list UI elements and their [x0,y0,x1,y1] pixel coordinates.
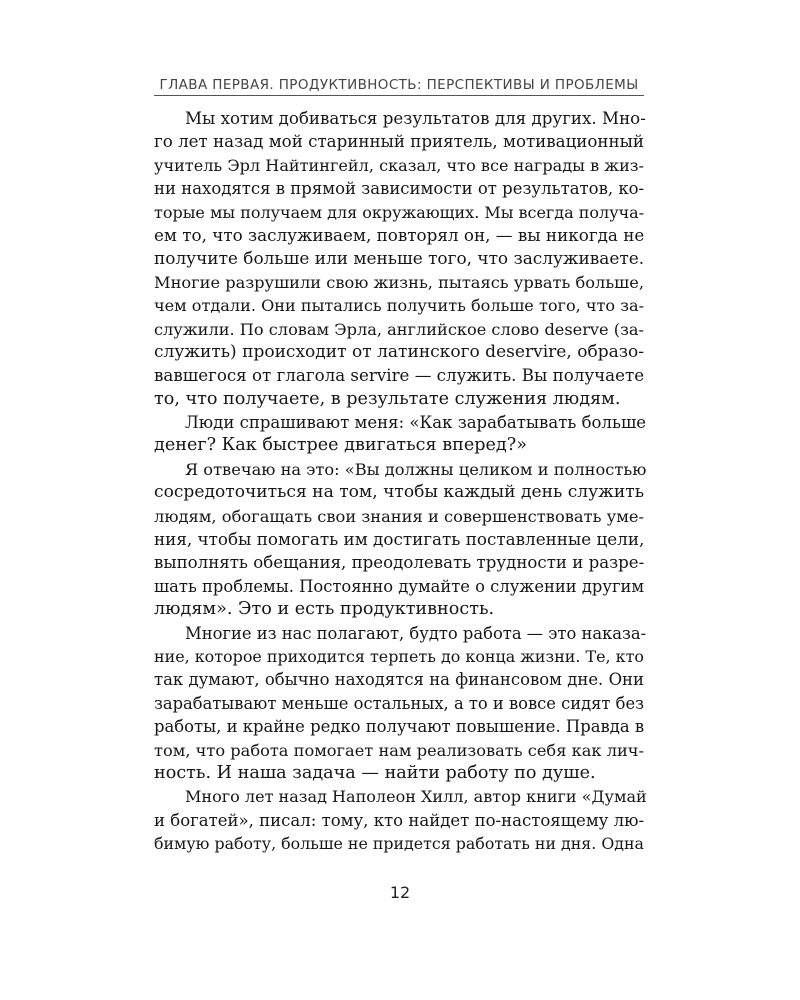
text-line: зарабатывают меньше остальных, а то и вовсе сидят без [154,693,644,713]
text-line: ни находятся в прямой зависимости от результатов, ко- [154,179,645,199]
text-line: Многие из нас полагают, будто работа — это наказа- [185,623,647,643]
text-line: бимую работу, больше не придется работать ни дня. Одна [154,834,644,854]
text-line: торые мы получаем для окружающих. Мы всегда получа- [154,202,645,222]
text-line: так думают, обычно находятся на финансовом дне. Они [154,670,644,690]
text-line: получите больше или меньше того, что заслуживаете. [154,248,645,269]
body-text [154,107,647,856]
text-line: шать проблемы. Постоянно думайте о служении другим [154,576,645,596]
text-line: ность. И наша задача — найти работу по душе. [154,762,596,783]
text-line: служили. По словам Эрла, английское слово deserve (за- [154,319,644,339]
text-line: том, что работа помогает нам реализовать себя как лич- [154,740,644,760]
running-header: ГЛАВА ПЕРВАЯ. ПРОДУКТИВНОСТЬ: ПЕРСПЕКТИВЫ И ПРОБЛЕМЫ [159,77,639,93]
text-line: служить) происходит от латинского deservire, образо- [154,341,644,362]
text-line: чем отдали. Они пытались получить больше того, что за- [154,296,645,316]
text-line: Много лет назад Наполеон Хилл, автор книги «Думай [185,787,647,807]
text-line: людям». Это и есть продуктивность. [154,599,495,620]
text-line: Люди спрашивают меня: «Как зарабатывать больше [185,413,647,433]
text-line: го лет назад мой старинный приятель, мотивационный [154,132,644,152]
text-line: ние, которое приходится терпеть до конца жизни. Те, кто [154,646,644,666]
text-line: Я отвечаю на это: «Вы должны целиком и полностью [185,459,647,479]
text-line: ния, чтобы помогать им достигать поставленные цели, [154,529,645,550]
text-line: людям, обогащать свои знания и совершенствовать уме- [154,506,644,526]
text-line: вавшегося от глагола servire — служить. Вы получаете [154,366,645,386]
header-rule [154,95,644,96]
text-line: Многие разрушили свою жизнь, пытаясь урвать больше, [154,272,644,292]
text-line: Мы хотим добиваться результатов для других. Мно- [185,109,646,128]
text-line: учитель Эрл Найтингейл, сказал, что все награды в жиз- [154,155,644,175]
text-line: работы, и крайне редко получают повышение. Правда в [154,717,645,737]
text-line: сосредоточиться на том, чтобы каждый день служить [154,482,644,503]
text-line: ем то, что заслуживаем, повторял он, — вы никогда не [154,224,645,245]
text-line: выполнять обещания, преодолевать трудности и разре- [154,553,645,573]
page-number: 12 [389,883,411,902]
text-line: и богатей», писал: тому, кто найдет по-настоящему лю- [154,810,645,830]
text-line: денег? Как быстрее двигаться вперед?» [154,435,527,456]
text-line: то, что получаете, в результате служения людям. [154,388,621,409]
